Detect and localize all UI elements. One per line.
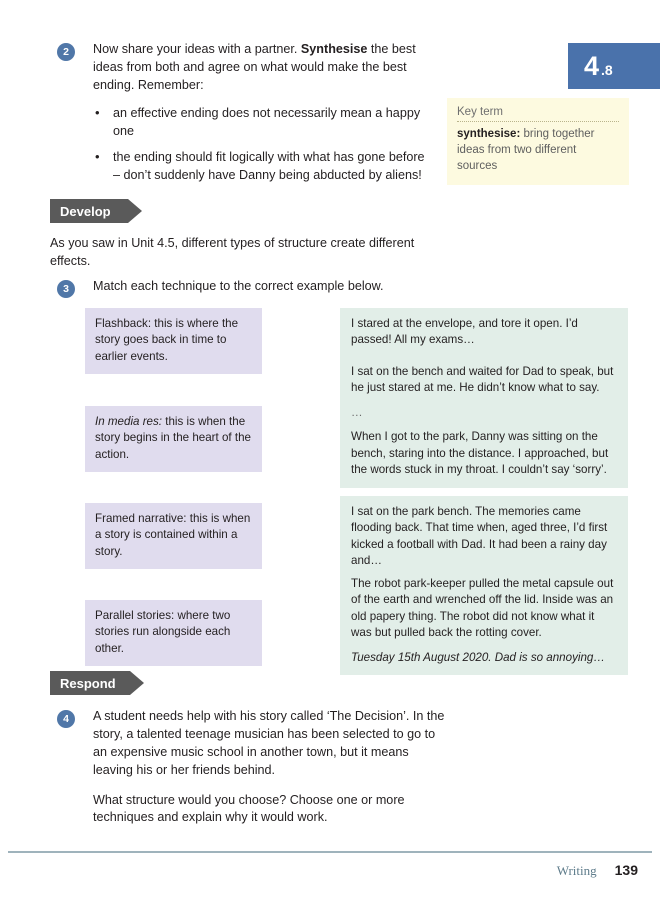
example-paragraph: I sat on the bench and waited for Dad to speak, but he just stared at me. He didn’t know what to say. [351, 365, 614, 395]
develop-lead-text: As you saw in Unit 4.5, different types of structure create different effects. [50, 236, 415, 268]
section-banner-develop-label: Develop [60, 203, 111, 219]
example-paragraph: I stared at the envelope, and tore it open. I’d passed! All my exams… [351, 317, 578, 347]
key-term-title: Key term [457, 106, 619, 122]
question-3-text: Match each technique to the correct example below. [93, 279, 384, 293]
footer-page-number: 139 [614, 862, 638, 878]
example-box[interactable] [340, 308, 628, 358]
technique-term: In media res: [95, 415, 163, 428]
technique-box[interactable] [85, 600, 262, 666]
question-2-number: 2 [57, 43, 75, 61]
example-paragraph: I sat on the park bench. The memories came flooding back. That time when, aged three, I’d first kicked a football with Dad. It had been a rainy day and… [351, 505, 608, 568]
key-term-meaning: bring together ideas from two different sources [457, 128, 595, 172]
question-2-row [57, 41, 432, 185]
technique-term: Framed narrative: [95, 512, 187, 525]
question-2-bullet-list [93, 105, 432, 186]
section-banner-respond-label: Respond [60, 675, 116, 691]
question-4-paragraph-2: What structure would you choose? Choose one or more techniques and explain why it would work. [93, 792, 405, 825]
page-footer [557, 862, 638, 879]
section-banner-respond [50, 671, 130, 695]
footer-divider [8, 851, 652, 853]
question-3 [57, 278, 457, 298]
technique-term: Parallel stories: [95, 609, 175, 622]
technique-box[interactable] [85, 503, 262, 569]
section-banner-develop [50, 199, 128, 223]
question-4-body [93, 708, 447, 827]
question-4-row [57, 708, 447, 827]
key-term-word: synthesise: [457, 128, 521, 140]
example-paragraph: Tuesday 15th August 2020. Dad is so annoying… [351, 650, 605, 664]
question-4-number: 4 [57, 710, 75, 728]
question-2-keyword: Synthesise [300, 42, 368, 56]
question-3-number: 3 [57, 280, 75, 298]
technique-description: this is when a story is contained within a story. [95, 512, 251, 558]
bullet-item: • the ending should fit logically with what has gone before – don’t suddenly have Danny being abducted by aliens! [93, 149, 432, 185]
chapter-minor-number: .8 [601, 62, 613, 78]
example-paragraph: When I got to the park, Danny was sitting on the bench, staring into the distance. I approached, but the words stuck in my throat. I couldn’t say ‘sorry’. [351, 430, 609, 477]
technique-description: where two stories run alongside each other. [95, 609, 231, 655]
question-4-paragraph-1: A student needs help with his story called ‘The Decision’. In the story, a talented teenage musician has been selected to go to an expensive music school in another town, but it means leaving his or her friends behind. [93, 709, 445, 777]
chapter-major-number: 4 [584, 50, 600, 81]
chapter-number-badge [568, 43, 660, 89]
technique-description: this is when the story begins in the heart of the action. [95, 415, 251, 461]
key-term-definition [457, 127, 619, 175]
question-2-body [93, 41, 432, 185]
key-term-box [447, 98, 629, 185]
bullet-item: • an effective ending does not necessarily mean a happy one [93, 105, 432, 141]
question-2-text [93, 41, 432, 95]
question-3-body [93, 278, 384, 296]
question-2-text-part2: the best ideas from both and agree on what would make the best ending. Remember: [93, 42, 416, 92]
technique-box[interactable] [85, 406, 262, 472]
technique-box[interactable] [85, 308, 262, 374]
question-2 [57, 41, 432, 185]
technique-description: this is where the story goes back in time to earlier events. [95, 317, 239, 363]
example-paragraph: … [351, 405, 364, 419]
example-box[interactable] [340, 356, 628, 488]
question-3-row [57, 278, 457, 298]
example-box[interactable] [340, 568, 628, 675]
question-2-text-part1: Now share your ideas with a partner. [93, 42, 301, 56]
example-paragraph: The robot park-keeper pulled the metal capsule out of the earth and wrenched off the lid. Inside was an old papery thing. The robot did not know what it was but pulled back the rotting cover. [351, 577, 614, 640]
footer-chapter-name: Writing [556, 863, 597, 878]
question-4 [57, 708, 447, 827]
example-box[interactable] [340, 496, 628, 579]
technique-term: Flashback: [95, 317, 152, 330]
